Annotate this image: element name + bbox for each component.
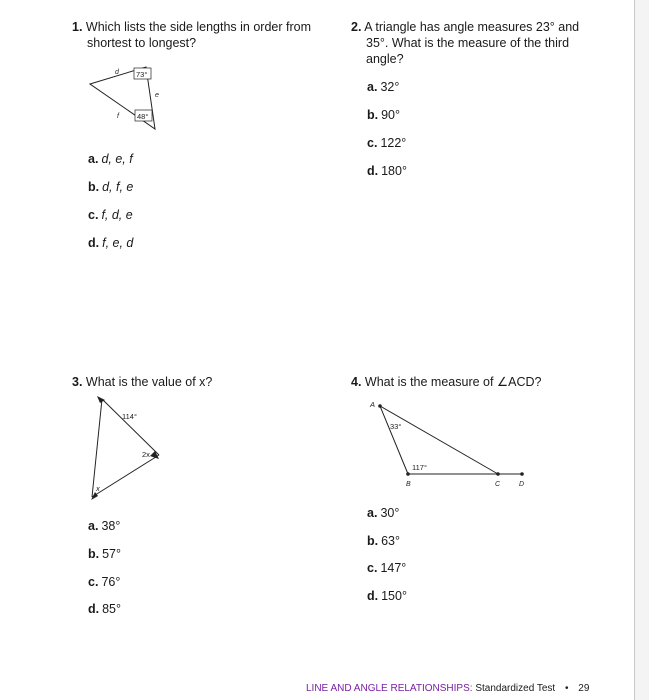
question-1-text-line2: shortest to longest? (87, 36, 197, 50)
q1-option-d[interactable] (88, 235, 133, 251)
question-3-text: What is the value of x? (85, 375, 213, 389)
option-text: f, e, d (102, 236, 134, 250)
q4-option-b[interactable] (367, 533, 400, 549)
segment-ab (380, 406, 408, 474)
angle-label-48: 48° (137, 112, 149, 121)
option-letter: a. (367, 80, 378, 94)
option-text: 32° (380, 80, 400, 94)
option-letter: a. (88, 519, 99, 533)
footer-bullet: • (564, 683, 569, 694)
q1-option-a[interactable] (88, 151, 133, 167)
option-text: 57° (102, 547, 122, 561)
q3-option-a[interactable] (88, 518, 120, 534)
option-text: 122° (380, 136, 407, 150)
option-letter: c. (88, 208, 99, 222)
option-text: f, d, e (101, 208, 133, 222)
question-4-text: What is the measure of ∠ACD? (364, 375, 542, 389)
option-letter: d. (367, 589, 379, 603)
question-3 (72, 374, 212, 390)
label-a: A (370, 400, 376, 409)
question-2 (351, 19, 579, 67)
angle-label-x: x (96, 484, 100, 493)
option-text: 147° (380, 561, 407, 575)
question-2-text-line3: angle? (366, 52, 404, 66)
q4-option-a[interactable] (367, 505, 399, 521)
q2-option-d[interactable] (367, 163, 407, 179)
question-3-number: 3. (72, 375, 83, 389)
label-b: B (406, 481, 411, 488)
side-bottom (92, 455, 159, 497)
angle-label-73: 73° (136, 70, 148, 79)
option-text: 63° (381, 534, 401, 548)
option-text: 30° (380, 506, 400, 520)
point-b (406, 472, 410, 476)
option-letter: b. (88, 180, 100, 194)
option-letter: d. (367, 164, 379, 178)
angle-label-114: 114° (122, 412, 137, 421)
arrow-head-top-icon (97, 396, 105, 403)
side-top-right (102, 399, 159, 455)
angle-label-2x: 2x (142, 450, 150, 459)
option-text: 76° (101, 575, 121, 589)
q2-option-a[interactable] (367, 79, 399, 95)
q1-option-c[interactable] (88, 207, 133, 223)
option-text: d, f, e (102, 180, 134, 194)
footer-label: Standardized Test (475, 683, 556, 694)
question-3-triangle-figure (86, 394, 166, 504)
question-1-triangle-figure (84, 62, 174, 142)
angle-label-33: 33° (390, 422, 402, 431)
side-label-d: d (115, 69, 119, 76)
question-4-triangle-figure (364, 396, 534, 491)
label-d: D (519, 481, 525, 488)
point-c (496, 472, 500, 476)
option-letter: b. (88, 547, 100, 561)
q2-option-b[interactable] (367, 107, 400, 123)
segment-ac (380, 406, 498, 474)
option-text: d, e, f (101, 152, 133, 166)
option-text: 38° (101, 519, 121, 533)
page-margin-shade (635, 0, 649, 700)
footer-topic: LINE AND ANGLE RELATIONSHIPS: (306, 683, 473, 694)
question-4 (351, 374, 541, 390)
option-text: 180° (381, 164, 407, 178)
option-text: 85° (102, 602, 122, 616)
label-c: C (495, 481, 501, 488)
option-letter: a. (367, 506, 378, 520)
q3-option-c[interactable] (88, 574, 120, 590)
angle-label-117: 117° (412, 463, 427, 472)
option-letter: b. (367, 108, 379, 122)
side-label-e: e (155, 92, 159, 99)
question-4-number: 4. (351, 375, 362, 389)
option-text: 90° (381, 108, 401, 122)
point-d (520, 472, 524, 476)
option-letter: d. (88, 236, 100, 250)
option-letter: d. (88, 602, 100, 616)
side-label-f: f (117, 113, 119, 120)
q3-option-d[interactable] (88, 601, 121, 617)
question-2-number: 2. (351, 20, 362, 34)
side-left (92, 399, 102, 497)
option-letter: b. (367, 534, 379, 548)
point-a (378, 404, 382, 408)
option-letter: c. (367, 561, 378, 575)
option-text: 150° (381, 589, 407, 603)
q2-option-c[interactable] (367, 135, 406, 151)
page-footer (306, 683, 589, 695)
q1-option-b[interactable] (88, 179, 133, 195)
q4-option-d[interactable] (367, 588, 407, 604)
option-letter: c. (367, 136, 378, 150)
question-2-text-line2: 35°. What is the measure of the third (366, 36, 570, 50)
q4-option-c[interactable] (367, 560, 406, 576)
question-1-text-line1: Which lists the side lengths in order from (85, 20, 312, 34)
q3-option-b[interactable] (88, 546, 121, 562)
option-letter: c. (88, 575, 99, 589)
question-1 (72, 19, 311, 51)
question-2-text-line1: A triangle has angle measures 23° and (364, 20, 580, 34)
question-1-number: 1. (72, 20, 83, 34)
option-letter: a. (88, 152, 99, 166)
page-number: 29 (578, 683, 590, 694)
